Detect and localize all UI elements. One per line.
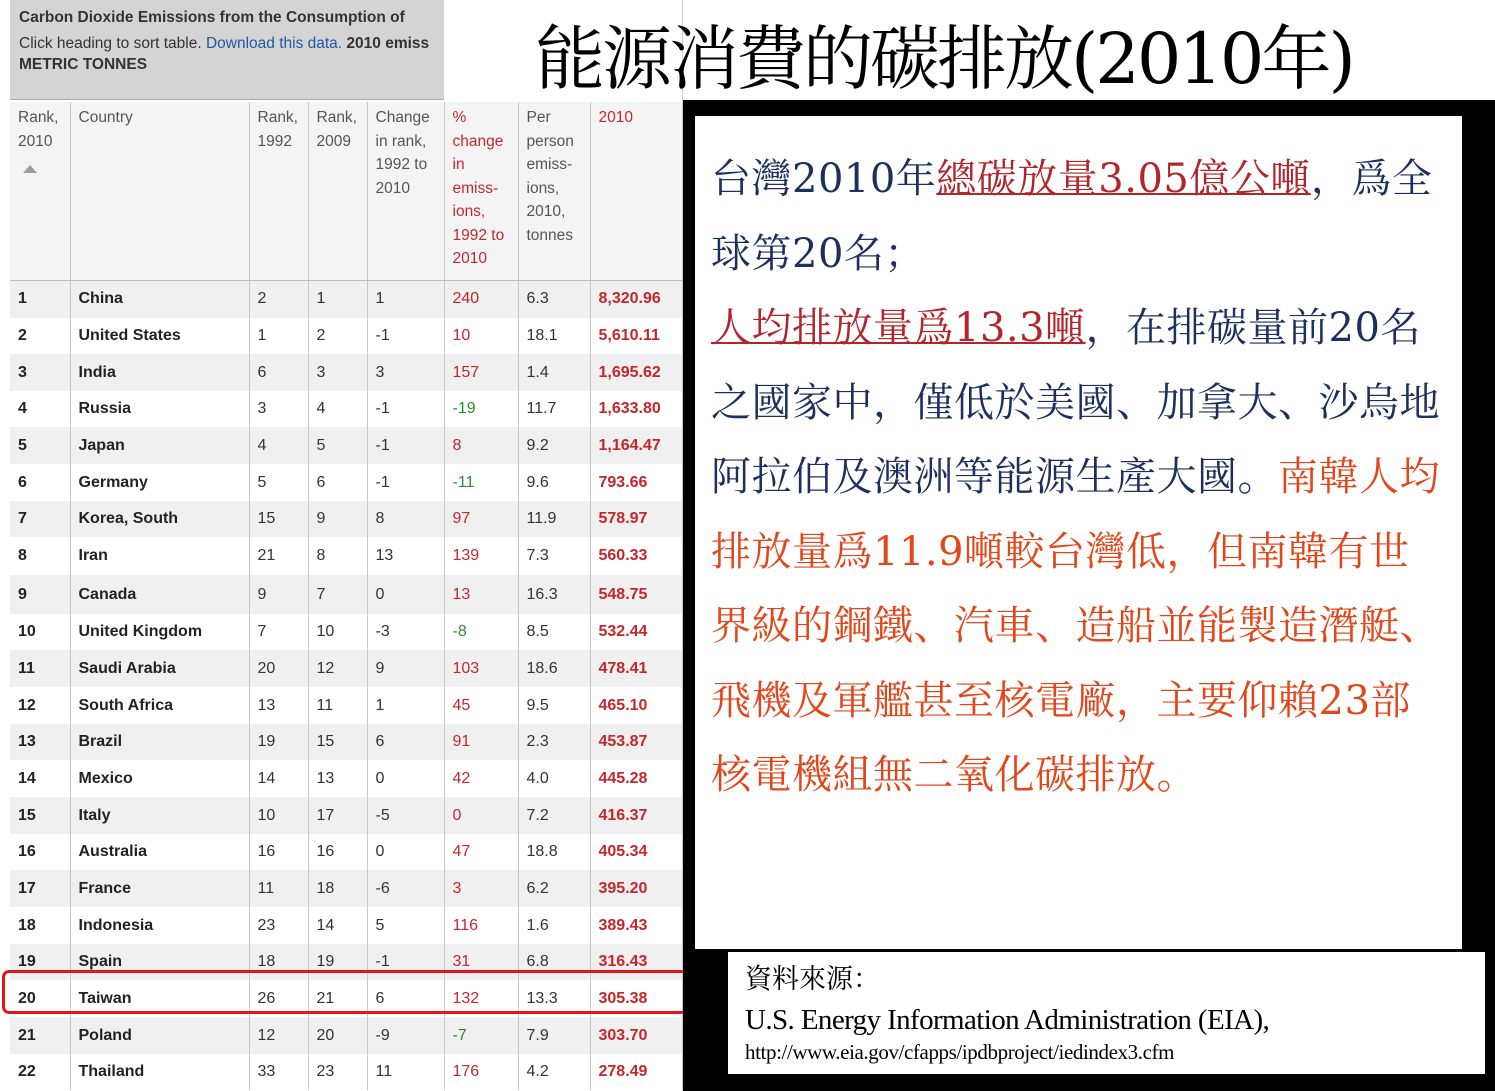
rank-cell: 19 bbox=[10, 944, 70, 980]
per-person-cell: 18.8 bbox=[518, 834, 590, 870]
rank-2009-cell: 20 bbox=[308, 1017, 367, 1054]
per-person-cell: 9.6 bbox=[518, 464, 590, 501]
percent-change-cell: 91 bbox=[444, 724, 518, 760]
emissions-cell: 465.10 bbox=[590, 687, 682, 724]
emissions-cell: 5,610.11 bbox=[590, 318, 682, 354]
rank-1992-cell: 23 bbox=[249, 907, 308, 944]
table-row bbox=[10, 797, 682, 834]
change-in-rank-cell: 13 bbox=[367, 537, 444, 575]
country-cell: Indonesia bbox=[70, 907, 249, 944]
rank-1992-cell: 13 bbox=[249, 687, 308, 724]
rank-cell: 18 bbox=[10, 907, 70, 944]
per-person-cell: 8.5 bbox=[518, 614, 590, 650]
per-person-cell: 4.0 bbox=[518, 760, 590, 797]
per-person-cell: 18.1 bbox=[518, 318, 590, 354]
rank-cell: 21 bbox=[10, 1017, 70, 1054]
rank-2009-cell: 17 bbox=[308, 797, 367, 834]
per-person-cell: 1.4 bbox=[518, 354, 590, 391]
rank-cell: 9 bbox=[10, 575, 70, 614]
percent-change-cell: 132 bbox=[444, 980, 518, 1017]
table-row bbox=[10, 501, 682, 537]
per-person-cell: 9.2 bbox=[518, 427, 590, 464]
rank-2009-cell: 21 bbox=[308, 980, 367, 1017]
table-instructions bbox=[19, 35, 444, 53]
country-cell: United Kingdom bbox=[70, 614, 249, 650]
change-in-rank-cell: -1 bbox=[367, 464, 444, 501]
total-emissions-highlight: 總碳放量3.05億公噸 bbox=[936, 156, 1311, 202]
rank-1992-cell: 1 bbox=[249, 318, 308, 354]
emissions-cell: 305.38 bbox=[590, 980, 682, 1017]
country-cell: Japan bbox=[70, 427, 249, 464]
percent-change-cell: 10 bbox=[444, 318, 518, 354]
rank-2009-cell: 18 bbox=[308, 870, 367, 907]
change-in-rank-cell: 9 bbox=[367, 650, 444, 687]
rank-1992-cell: 3 bbox=[249, 391, 308, 427]
percent-change-cell: 8 bbox=[444, 427, 518, 464]
rank-1992-cell: 7 bbox=[249, 614, 308, 650]
rank-2009-cell: 9 bbox=[308, 501, 367, 537]
emissions-cell: 578.97 bbox=[590, 501, 682, 537]
per-person-cell: 13.3 bbox=[518, 980, 590, 1017]
column-header-change-in-rank[interactable]: Change in rank, 1992 to 2010 bbox=[367, 102, 444, 280]
percent-change-cell: 176 bbox=[444, 1054, 518, 1090]
change-in-rank-cell: 0 bbox=[367, 834, 444, 870]
slide-title: 能源消費的碳排放(2010年) bbox=[535, 18, 1353, 100]
column-header-rank-1992[interactable]: Rank, 1992 bbox=[249, 102, 308, 280]
country-cell: Thailand bbox=[70, 1054, 249, 1090]
table-subtitle: 2010 emiss bbox=[346, 35, 430, 52]
rank-2009-cell: 1 bbox=[308, 280, 367, 318]
percent-change-cell: 97 bbox=[444, 501, 518, 537]
source-organization: U.S. Energy Information Administration (EIA), bbox=[745, 1004, 1270, 1036]
rank-1992-cell: 16 bbox=[249, 834, 308, 870]
column-header-rank-2009[interactable]: Rank, 2009 bbox=[308, 102, 367, 280]
per-capita-highlight: 人均排放量爲13.3噸 bbox=[711, 305, 1086, 351]
country-cell: Saudi Arabia bbox=[70, 650, 249, 687]
rank-1992-cell: 4 bbox=[249, 427, 308, 464]
country-cell: Korea, South bbox=[70, 501, 249, 537]
per-person-cell: 7.9 bbox=[518, 1017, 590, 1054]
country-cell: Taiwan bbox=[70, 980, 249, 1017]
country-cell: Canada bbox=[70, 575, 249, 614]
table-title: Carbon Dioxide Emissions from the Consumption of bbox=[19, 9, 405, 26]
rank-cell: 13 bbox=[10, 724, 70, 760]
per-capita-comparison: ，在排碳量前20名之國家中，僅低於美國、加拿大、沙烏地阿拉伯及澳洲等能源生產大國。 bbox=[711, 305, 1440, 500]
percent-change-cell: 139 bbox=[444, 537, 518, 575]
rank-cell: 2 bbox=[10, 318, 70, 354]
rank-2009-cell: 16 bbox=[308, 834, 367, 870]
percent-change-cell: 157 bbox=[444, 354, 518, 391]
country-cell: Iran bbox=[70, 537, 249, 575]
rank-1992-cell: 19 bbox=[249, 724, 308, 760]
rank-1992-cell: 14 bbox=[249, 760, 308, 797]
rank-2009-cell: 2 bbox=[308, 318, 367, 354]
source-url[interactable]: http://www.eia.gov/cfapps/ipdbproject/iedindex3.cfm bbox=[745, 1040, 1175, 1064]
rank-2009-cell: 10 bbox=[308, 614, 367, 650]
country-cell: China bbox=[70, 280, 249, 318]
rank-cell: 20 bbox=[10, 980, 70, 1017]
change-in-rank-cell: 0 bbox=[367, 760, 444, 797]
commentary-intro: 台灣2010年 bbox=[711, 156, 937, 202]
emissions-cell: 303.70 bbox=[590, 1017, 682, 1054]
change-in-rank-cell: -1 bbox=[367, 944, 444, 980]
table-row bbox=[10, 280, 682, 318]
rank-1992-cell: 10 bbox=[249, 797, 308, 834]
rank-2009-cell: 4 bbox=[308, 391, 367, 427]
change-in-rank-cell: 1 bbox=[367, 687, 444, 724]
column-header-emissions-2010[interactable]: 2010 bbox=[590, 102, 682, 280]
emissions-cell: 389.43 bbox=[590, 907, 682, 944]
rank-cell: 15 bbox=[10, 797, 70, 834]
emissions-cell: 395.20 bbox=[590, 870, 682, 907]
table-row bbox=[10, 834, 682, 870]
rank-cell: 4 bbox=[10, 391, 70, 427]
change-in-rank-cell: 3 bbox=[367, 354, 444, 391]
rank-2009-cell: 8 bbox=[308, 537, 367, 575]
commentary-box bbox=[695, 116, 1462, 949]
rank-1992-cell: 21 bbox=[249, 537, 308, 575]
per-person-cell: 4.2 bbox=[518, 1054, 590, 1090]
change-in-rank-cell: 6 bbox=[367, 980, 444, 1017]
download-data-link[interactable]: Download this data. bbox=[205, 35, 343, 52]
column-header-rank-2010[interactable]: Rank, 2010 bbox=[10, 102, 70, 280]
change-in-rank-cell: -1 bbox=[367, 318, 444, 354]
table-row bbox=[10, 614, 682, 650]
rank-1992-cell: 9 bbox=[249, 575, 308, 614]
change-in-rank-cell: 0 bbox=[367, 575, 444, 614]
rank-cell: 11 bbox=[10, 650, 70, 687]
emissions-table bbox=[10, 102, 683, 1090]
table-row bbox=[10, 318, 682, 354]
table-caption bbox=[10, 0, 444, 100]
table-header-row bbox=[10, 102, 682, 280]
emissions-cell: 8,320.96 bbox=[590, 280, 682, 318]
rank-cell: 10 bbox=[10, 614, 70, 650]
column-header-per-person[interactable]: Per person emiss-ions, 2010, tonnes bbox=[518, 102, 590, 280]
rank-1992-cell: 12 bbox=[249, 1017, 308, 1054]
per-person-cell: 2.3 bbox=[518, 724, 590, 760]
table-row bbox=[10, 760, 682, 797]
percent-change-cell: 3 bbox=[444, 870, 518, 907]
change-in-rank-cell: -5 bbox=[367, 797, 444, 834]
percent-change-cell: 13 bbox=[444, 575, 518, 614]
emissions-cell: 1,633.80 bbox=[590, 391, 682, 427]
per-person-cell: 7.3 bbox=[518, 537, 590, 575]
per-person-cell: 11.7 bbox=[518, 391, 590, 427]
country-cell: Italy bbox=[70, 797, 249, 834]
rank-1992-cell: 15 bbox=[249, 501, 308, 537]
rank-2009-cell: 12 bbox=[308, 650, 367, 687]
emissions-cell: 793.66 bbox=[590, 464, 682, 501]
percent-change-cell: 42 bbox=[444, 760, 518, 797]
emissions-cell: 453.87 bbox=[590, 724, 682, 760]
rank-cell: 12 bbox=[10, 687, 70, 724]
percent-change-cell: 31 bbox=[444, 944, 518, 980]
rank-cell: 3 bbox=[10, 354, 70, 391]
table-row bbox=[10, 354, 682, 391]
country-cell: United States bbox=[70, 318, 249, 354]
rank-2009-cell: 13 bbox=[308, 760, 367, 797]
rank-2009-cell: 15 bbox=[308, 724, 367, 760]
table-row bbox=[10, 537, 682, 575]
rank-cell: 6 bbox=[10, 464, 70, 501]
rank-cell: 1 bbox=[10, 280, 70, 318]
table-row bbox=[10, 687, 682, 724]
change-in-rank-cell: 5 bbox=[367, 907, 444, 944]
emissions-cell: 445.28 bbox=[590, 760, 682, 797]
change-in-rank-cell: 8 bbox=[367, 501, 444, 537]
change-in-rank-cell: -9 bbox=[367, 1017, 444, 1054]
emissions-cell: 405.34 bbox=[590, 834, 682, 870]
country-cell: Germany bbox=[70, 464, 249, 501]
emissions-table-panel bbox=[0, 0, 683, 1091]
table-row bbox=[10, 464, 682, 501]
percent-change-cell: 116 bbox=[444, 907, 518, 944]
per-person-cell: 1.6 bbox=[518, 907, 590, 944]
per-person-cell: 11.9 bbox=[518, 501, 590, 537]
percent-change-cell: -7 bbox=[444, 1017, 518, 1054]
rank-2009-cell: 3 bbox=[308, 354, 367, 391]
table-row bbox=[10, 391, 682, 427]
column-header-percent-change[interactable]: % change in emiss-ions, 1992 to 2010 bbox=[444, 102, 518, 280]
change-in-rank-cell: 1 bbox=[367, 280, 444, 318]
table-row bbox=[10, 907, 682, 944]
table-row bbox=[10, 724, 682, 760]
per-person-cell: 9.5 bbox=[518, 687, 590, 724]
rank-2009-cell: 7 bbox=[308, 575, 367, 614]
rank-1992-cell: 26 bbox=[249, 980, 308, 1017]
global-rank-text: ，爲全球第20名； bbox=[711, 156, 1433, 277]
source-citation bbox=[728, 952, 1485, 1074]
table-row bbox=[10, 575, 682, 614]
percent-change-cell: 240 bbox=[444, 280, 518, 318]
percent-change-cell: 47 bbox=[444, 834, 518, 870]
change-in-rank-cell: -3 bbox=[367, 614, 444, 650]
rank-2009-cell: 6 bbox=[308, 464, 367, 501]
per-person-cell: 7.2 bbox=[518, 797, 590, 834]
sort-instruction: Click heading to sort table. bbox=[19, 35, 202, 52]
table-row bbox=[10, 427, 682, 464]
emissions-cell: 532.44 bbox=[590, 614, 682, 650]
rank-cell: 17 bbox=[10, 870, 70, 907]
per-person-cell: 6.3 bbox=[518, 280, 590, 318]
rank-cell: 14 bbox=[10, 760, 70, 797]
table-row bbox=[10, 650, 682, 687]
percent-change-cell: 103 bbox=[444, 650, 518, 687]
rank-1992-cell: 11 bbox=[249, 870, 308, 907]
change-in-rank-cell: 11 bbox=[367, 1054, 444, 1090]
percent-change-cell: 45 bbox=[444, 687, 518, 724]
country-cell: Mexico bbox=[70, 760, 249, 797]
country-cell: South Africa bbox=[70, 687, 249, 724]
emissions-cell: 278.49 bbox=[590, 1054, 682, 1090]
rank-1992-cell: 33 bbox=[249, 1054, 308, 1090]
per-person-cell: 6.8 bbox=[518, 944, 590, 980]
change-in-rank-cell: -6 bbox=[367, 870, 444, 907]
country-cell: India bbox=[70, 354, 249, 391]
table-row bbox=[10, 870, 682, 907]
emissions-cell: 416.37 bbox=[590, 797, 682, 834]
column-header-country[interactable]: Country bbox=[70, 102, 249, 280]
rank-2009-cell: 14 bbox=[308, 907, 367, 944]
percent-change-cell: -8 bbox=[444, 614, 518, 650]
sort-ascending-icon[interactable] bbox=[23, 165, 37, 173]
rank-1992-cell: 5 bbox=[249, 464, 308, 501]
rank-cell: 16 bbox=[10, 834, 70, 870]
rank-1992-cell: 6 bbox=[249, 354, 308, 391]
emissions-cell: 478.41 bbox=[590, 650, 682, 687]
percent-change-cell: 0 bbox=[444, 797, 518, 834]
emissions-cell: 548.75 bbox=[590, 575, 682, 614]
rank-2009-cell: 19 bbox=[308, 944, 367, 980]
change-in-rank-cell: -1 bbox=[367, 391, 444, 427]
table-unit: METRIC TONNES bbox=[19, 56, 148, 73]
per-person-cell: 16.3 bbox=[518, 575, 590, 614]
emissions-cell: 1,695.62 bbox=[590, 354, 682, 391]
rank-1992-cell: 20 bbox=[249, 650, 308, 687]
emissions-cell: 560.33 bbox=[590, 537, 682, 575]
table-row bbox=[10, 1054, 682, 1090]
table-row bbox=[10, 1017, 682, 1054]
commentary-text bbox=[711, 142, 1450, 813]
country-cell: Brazil bbox=[70, 724, 249, 760]
emissions-cell: 316.43 bbox=[590, 944, 682, 980]
country-cell: Russia bbox=[70, 391, 249, 427]
rank-1992-cell: 18 bbox=[249, 944, 308, 980]
country-cell: France bbox=[70, 870, 249, 907]
source-label: 資料來源： bbox=[745, 964, 880, 995]
emissions-cell: 1,164.47 bbox=[590, 427, 682, 464]
rank-2009-cell: 23 bbox=[308, 1054, 367, 1090]
per-person-cell: 6.2 bbox=[518, 870, 590, 907]
rank-2009-cell: 5 bbox=[308, 427, 367, 464]
change-in-rank-cell: 6 bbox=[367, 724, 444, 760]
taiwan-highlight-box bbox=[2, 970, 694, 1014]
percent-change-cell: -19 bbox=[444, 391, 518, 427]
korea-comparison-text: 南韓人均排放量爲11.9噸較台灣低，但南韓有世界級的鋼鐵、汽車、造船並能製造潛艇、飛機及軍艦甚至核電廠，主要仰賴23部核電機組無二氧化碳排放。 bbox=[711, 454, 1440, 798]
rank-2009-cell: 11 bbox=[308, 687, 367, 724]
change-in-rank-cell: -1 bbox=[367, 427, 444, 464]
per-person-cell: 18.6 bbox=[518, 650, 590, 687]
country-cell: Australia bbox=[70, 834, 249, 870]
country-cell: Spain bbox=[70, 944, 249, 980]
table-body bbox=[10, 280, 682, 1090]
rank-cell: 22 bbox=[10, 1054, 70, 1090]
country-cell: Poland bbox=[70, 1017, 249, 1054]
rank-cell: 7 bbox=[10, 501, 70, 537]
rank-1992-cell: 2 bbox=[249, 280, 308, 318]
percent-change-cell: -11 bbox=[444, 464, 518, 501]
rank-cell: 5 bbox=[10, 427, 70, 464]
rank-cell: 8 bbox=[10, 537, 70, 575]
